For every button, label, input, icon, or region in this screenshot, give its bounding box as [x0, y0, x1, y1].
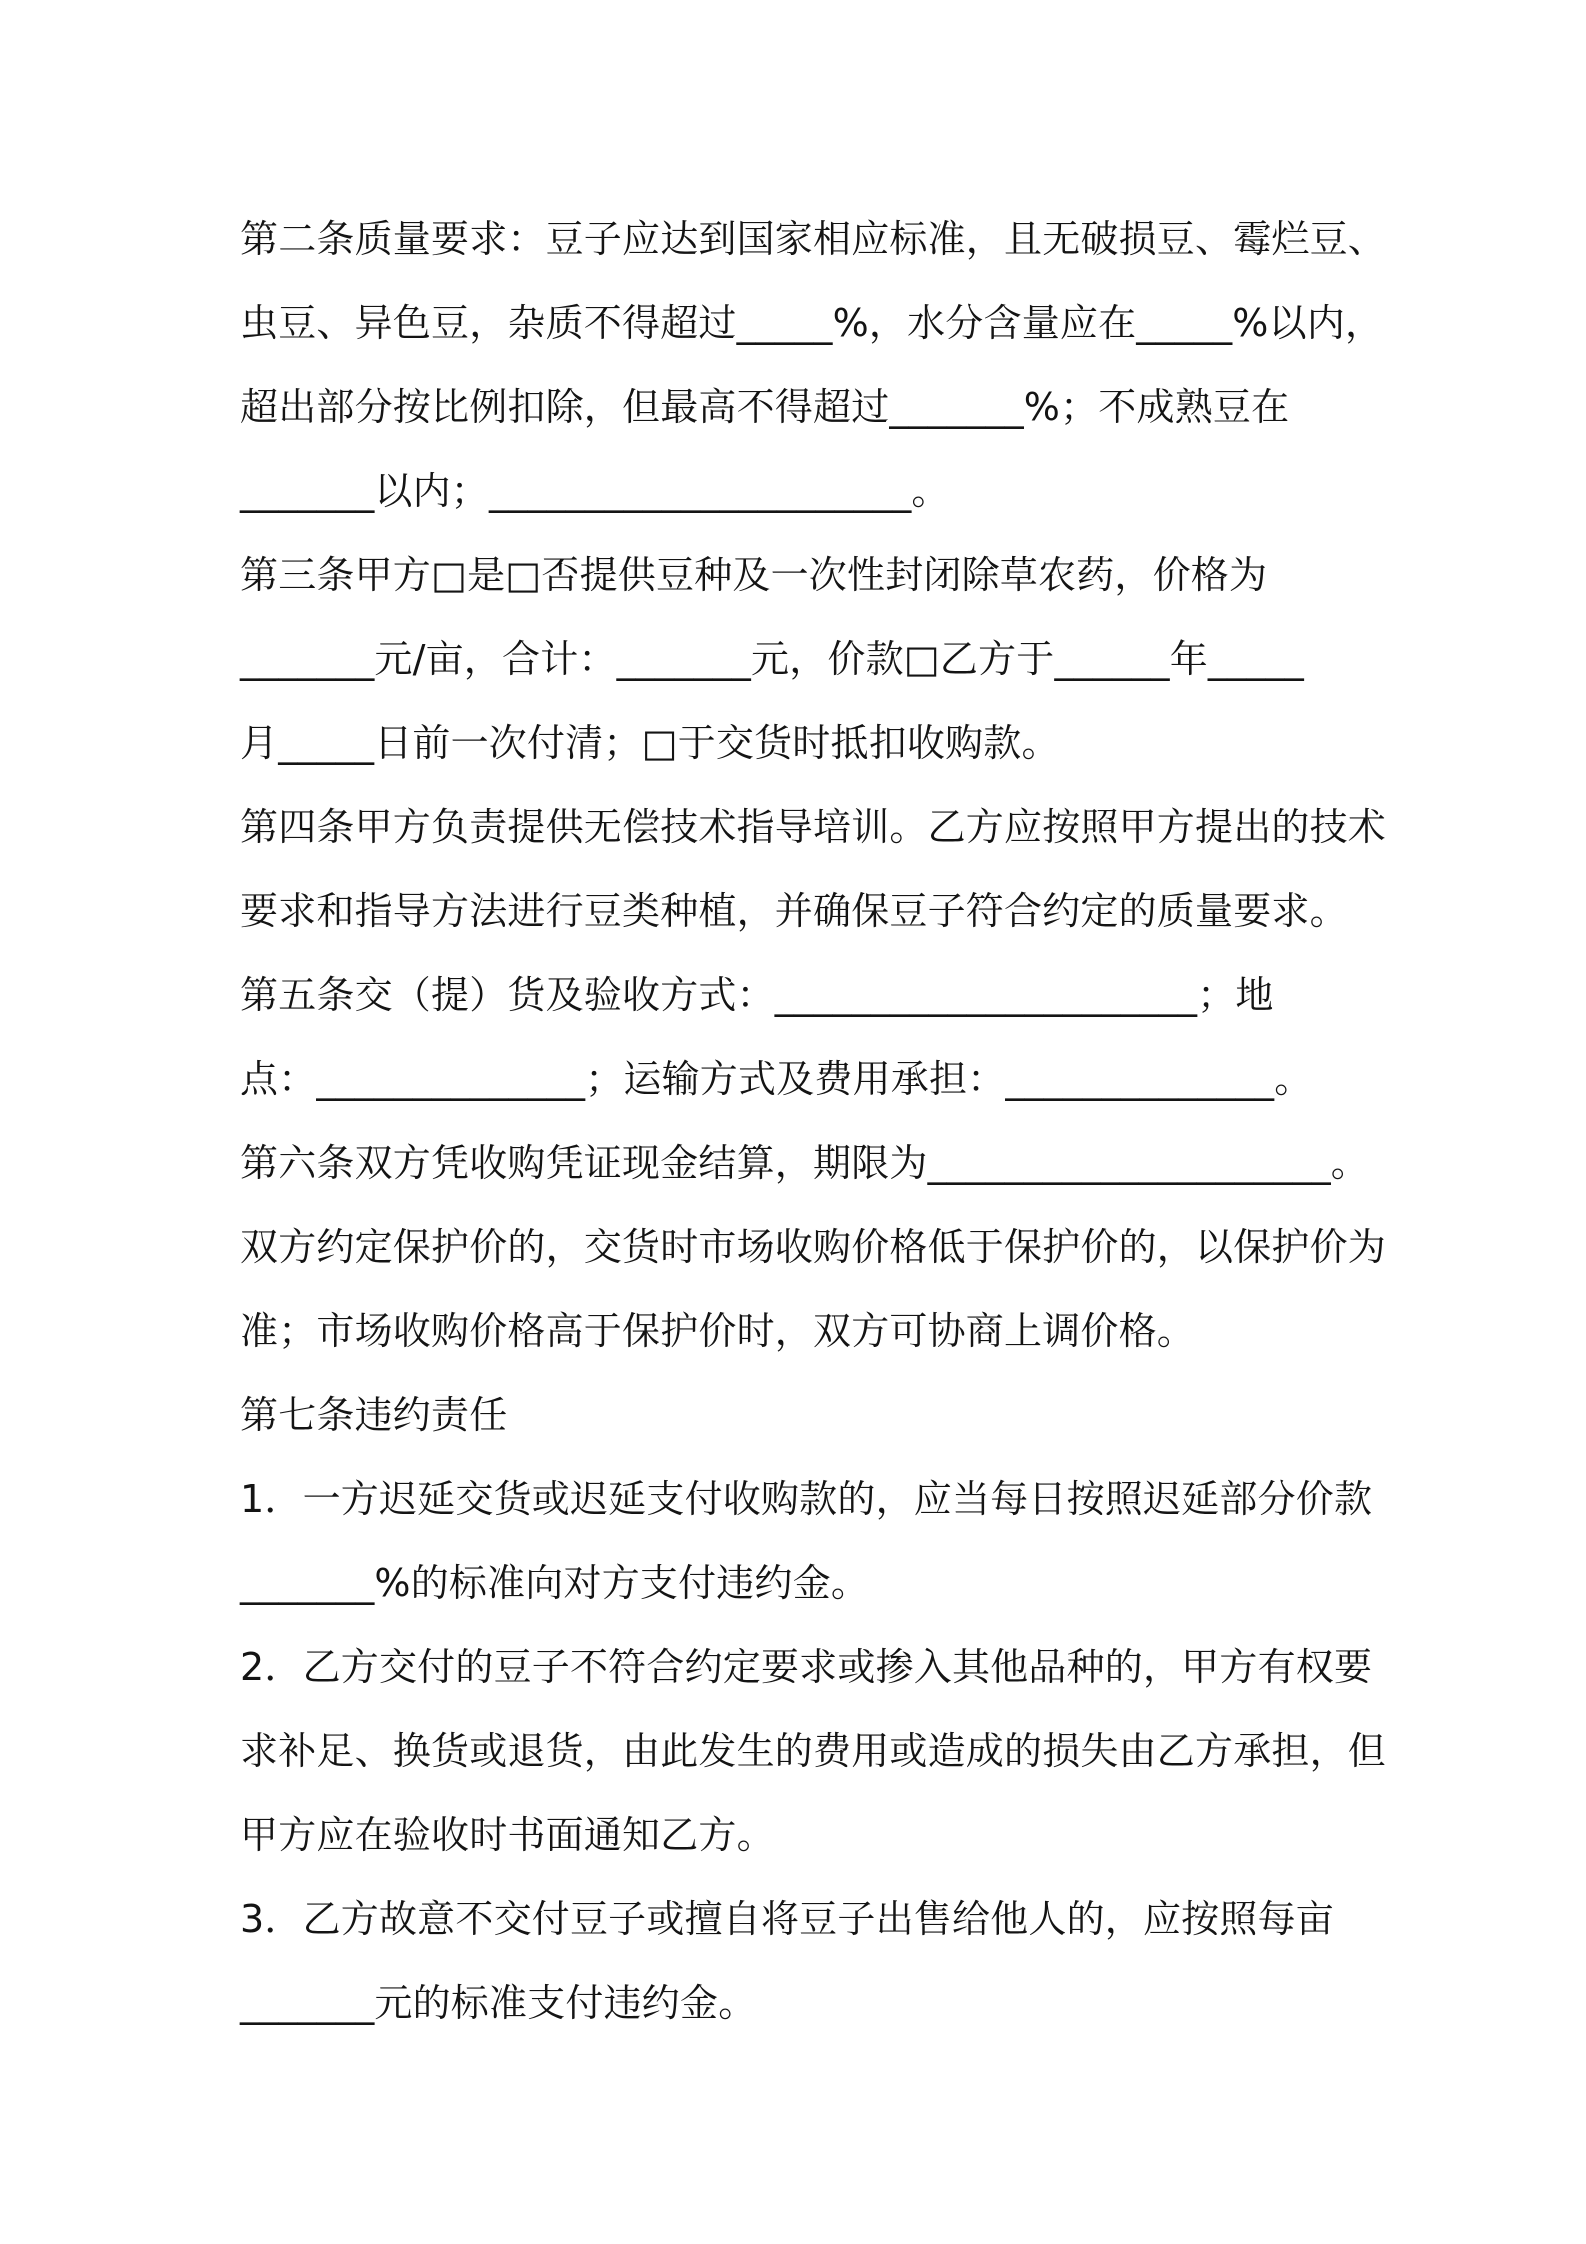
- text-line: 超出部分按比例扣除，但最高不得超过_______%；不成熟豆在: [240, 385, 1290, 429]
- text-line: _______%的标准向对方支付违约金。: [240, 1561, 870, 1605]
- text-line: 要求和指导方法进行豆类种植，并确保豆子符合约定的质量要求。: [240, 889, 1348, 933]
- text-line: 3．乙方故意不交付豆子或擅自将豆子出售给他人的，应按照每亩: [240, 1897, 1334, 1941]
- text-line: _______以内；______________________。: [240, 469, 950, 513]
- text-line: 第五条交（提）货及验收方式：______________________；地: [240, 973, 1274, 1017]
- text-line: 甲方应在验收时书面通知乙方。: [240, 1813, 775, 1857]
- text-line: _______元/亩，合计：_______元，价款□乙方于______年_____: [240, 637, 1304, 681]
- text-line: 2．乙方交付的豆子不符合约定要求或掺入其他品种的，甲方有权要: [240, 1645, 1373, 1689]
- text-line: 第六条双方凭收购凭证现金结算，期限为_____________________。: [240, 1141, 1370, 1185]
- text-line: 第三条甲方□是□否提供豆种及一次性封闭除草农药，价格为: [240, 553, 1268, 597]
- text-line: 月_____日前一次付清；□于交货时抵扣收购款。: [240, 721, 1060, 765]
- text-line: 第七条违约责任: [240, 1393, 508, 1437]
- text-line: 虫豆、异色豆，杂质不得超过_____%，水分含量应在_____%以内，: [240, 301, 1384, 345]
- text-line: _______元的标准支付违约金。: [240, 1981, 757, 2025]
- contract-text: [240, 197, 1400, 2045]
- text-line: 第二条质量要求：豆子应达到国家相应标准，且无破损豆、霉烂豆、: [240, 217, 1387, 261]
- text-line: 求补足、换货或退货，由此发生的费用或造成的损失由乙方承担，但: [240, 1729, 1387, 1773]
- text-line: 第四条甲方负责提供无偿技术指导培训。乙方应按照甲方提出的技术: [240, 805, 1387, 849]
- text-line: 准；市场收购价格高于保护价时，双方可协商上调价格。: [240, 1309, 1196, 1353]
- text-line: 双方约定保护价的，交货时市场收购价格低于保护价的，以保护价为: [240, 1225, 1387, 1269]
- text-line: 1．一方迟延交货或迟延支付收购款的，应当每日按照迟延部分价款: [240, 1477, 1373, 1521]
- text-line: 点：______________；运输方式及费用承担：______________。: [240, 1057, 1313, 1101]
